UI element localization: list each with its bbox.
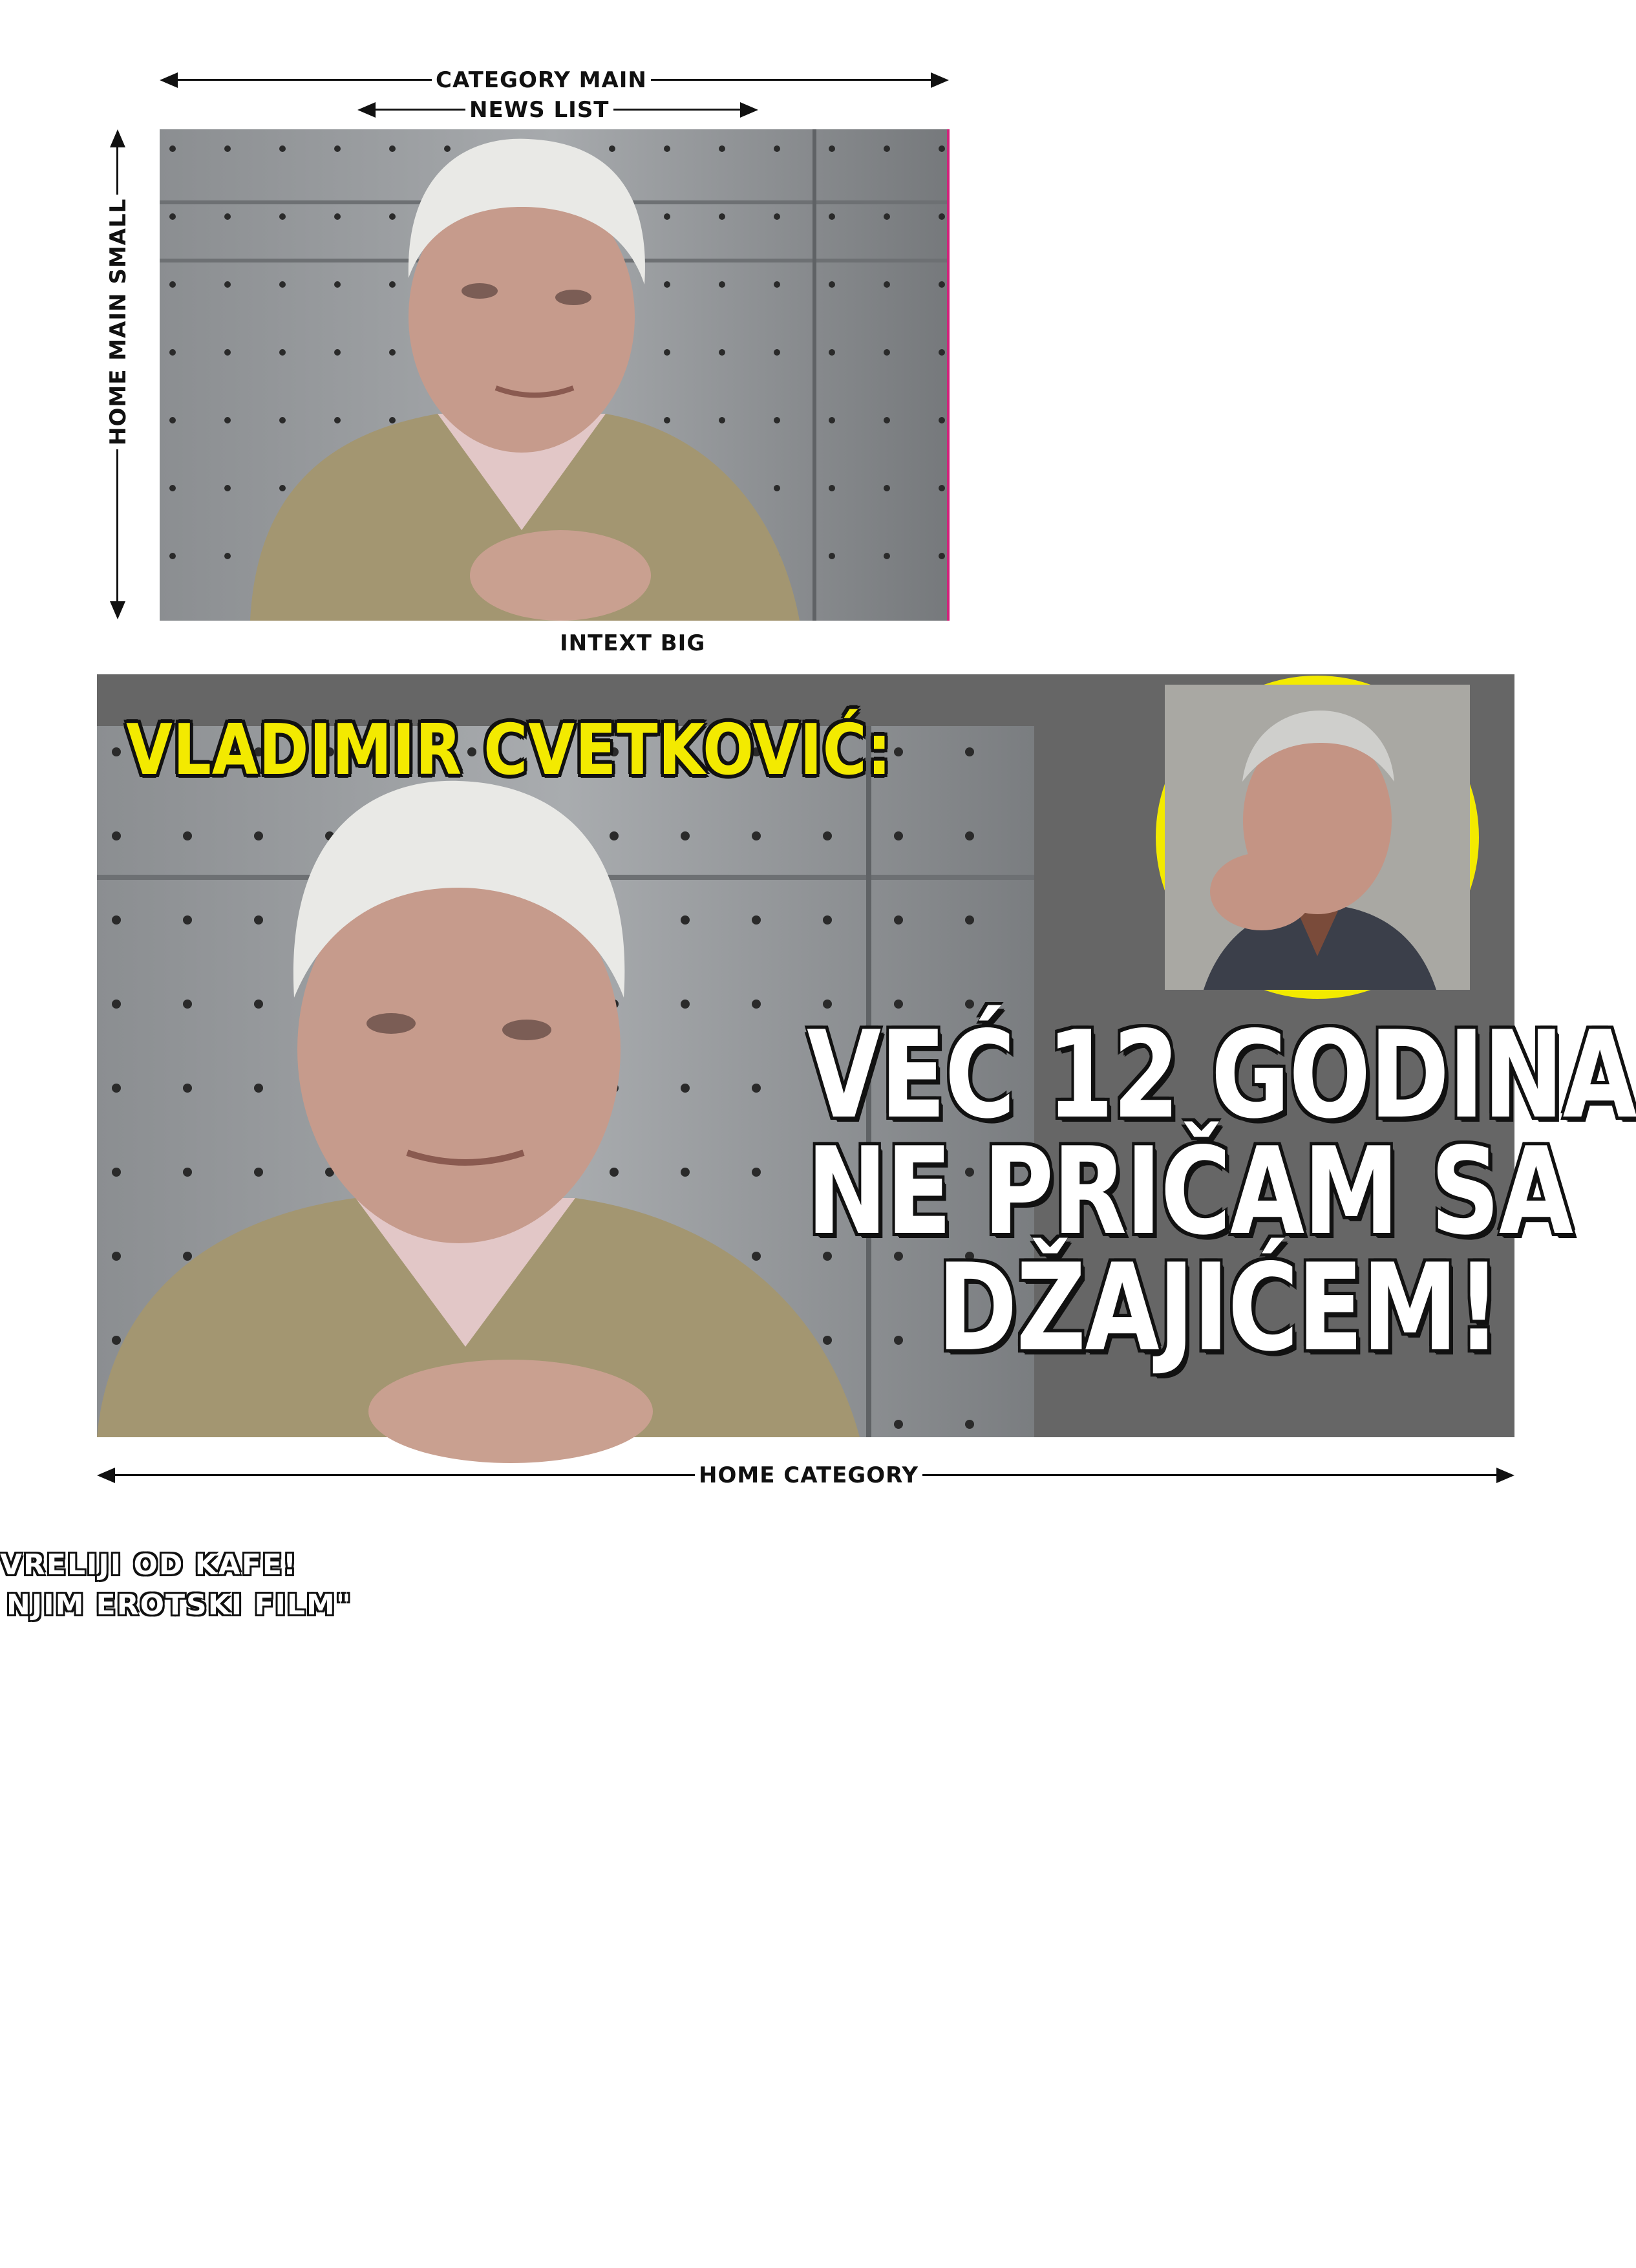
headline-line-2: NE PRIČAM SA	[807, 1121, 1573, 1261]
headline-text	[807, 1005, 1636, 1378]
circular-portrait	[1156, 676, 1479, 999]
teaser-line-1: VRELIJI OD KAFE!	[0, 1548, 298, 1581]
home-category-label: HOME CATEGORY	[695, 1462, 922, 1488]
kicker-text: VLADIMIR CVETKOVIĆ:	[126, 710, 892, 791]
man-portrait-image	[160, 129, 947, 621]
teaser-line-2: NJIM EROTSKI FILM"	[6, 1589, 352, 1621]
news-photo-small	[160, 129, 950, 621]
headline-line-3: DŽAJIĆEM!	[937, 1237, 1500, 1378]
category-main-label: CATEGORY MAIN	[432, 67, 651, 93]
home-main-small-label: HOME MAIN SMALL	[105, 195, 131, 449]
intext-big-label: INTEXT BIG	[556, 630, 709, 656]
second-man-portrait-image	[1165, 685, 1470, 990]
headline-line-1: VEĆ 12 GODINA	[807, 1005, 1636, 1145]
headline-banner	[97, 674, 1636, 1437]
news-list-label: NEWS LIST	[465, 97, 613, 123]
